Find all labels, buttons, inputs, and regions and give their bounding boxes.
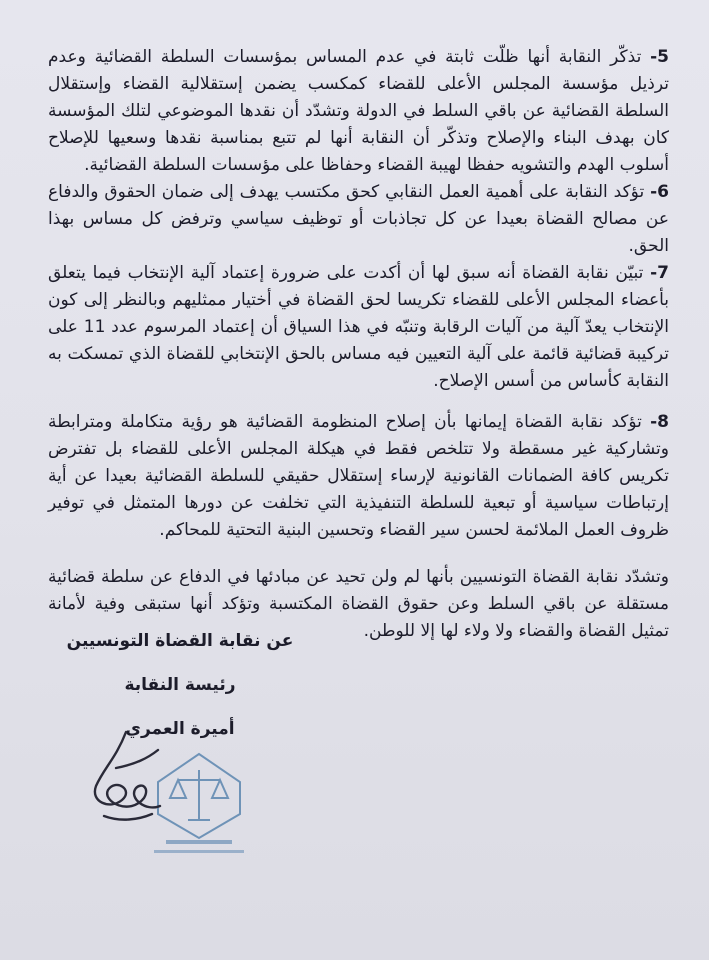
document-body [48, 44, 669, 645]
paragraph-number: 6- [650, 182, 670, 202]
paragraph-6 [48, 179, 669, 260]
paragraph-text: وتشدّد نقابة القضاة التونسيين بأنها لم ولن تحيد عن مبادئها في الدفاع عن سلطة قضائية مستقلة عن باقي السلط وعن حقوق القضاة المكتسبة وتؤكد أنها ستبقى وفية لأمانة تمثيل القضاة والقضاء ولا ولاء لها إلا للوطن. [48, 567, 669, 641]
paragraph-text: تؤكد نقابة القضاة إيمانها بأن إصلاح المنظومة القضائية هو رؤية متكاملة ومترابطة وتشاركية غير مسقطة ولا تتلخص فقط في هيكلة المجلس الأعلى للقضاء بل تفترض تكريس كافة الضمانات القانونية لإرساء إستقلال حقيقي للسلطة القضائية بعيدا عن أية إرتباطات سياسية أو تبعية للسلطة التنفيذية التي تخلفت عن دورها المتمثل في توفير ظروف العمل الملائمة لحسن سير القضاء وتحسين البنية التحتية للمحاكم. [48, 412, 669, 540]
signatory-name: أميرة العمري [125, 719, 235, 739]
paragraph-7 [48, 260, 669, 395]
on-behalf-line: عن نقابة القضاة التونسيين [66, 631, 294, 651]
paragraph-number: 7- [650, 263, 670, 283]
paragraph-text: تذكّر النقابة أنها ظلّت ثابتة في عدم المساس بمؤسسات السلطة القضائية وعدم ترذيل مؤسسة المجلس الأعلى للقضاء كمكسب يضمن إستقلالية القضاء وإستقلال السلطة القضائية عن باقي السلط في الدولة وتشدّد أن نقدها الموضوعي لتلك المؤسسة كان بهدف البناء والإصلاح وتذكّر أن النقابة أنها لم تتبع بمناسبة نقدها وسعيها للإصلاح أسلوب الهدم والتشويه حفظا لهيبة القضاء وحفاظا على مؤسسات السلطة القضائية. [48, 47, 669, 175]
signatory-role: رئيسة النقابة [124, 675, 236, 695]
paragraph-text: تبيّن نقابة القضاة أنه سبق لها أن أكدت على ضرورة إعتماد آلية الإنتخاب فيما يتعلق بأعضاء المجلس الأعلى للقضاء تكريسا لحق القضاة في أختيار ممثليهم وبالنظر إلى كون الإنتخاب يعدّ آلية من آليات الرقابة وتنبّه في هذا السياق أن إعتماد المرسوم عدد 11 على تركيبة قضائية قائمة على آلية التعيين فيه مساس بالحق الإنتخابي للقضاة الذي تمسكت به النقابة كأساس من أسس الإصلاح. [48, 263, 669, 391]
handwritten-signature [86, 728, 166, 828]
paragraph-5 [48, 44, 669, 179]
paragraph-text: تؤكد النقابة على أهمية العمل النقابي كحق مكتسب يهدف إلى ضمان الحقوق والدفاع عن مصالح القضاة بعيدا عن كل تجاذبات أو توظيف سياسي وترفض كل مساس بهذا الحق. [48, 182, 669, 256]
paragraph-number: 8- [650, 412, 669, 432]
paragraph-number: 5- [650, 47, 670, 67]
paragraph-8 [48, 409, 669, 544]
